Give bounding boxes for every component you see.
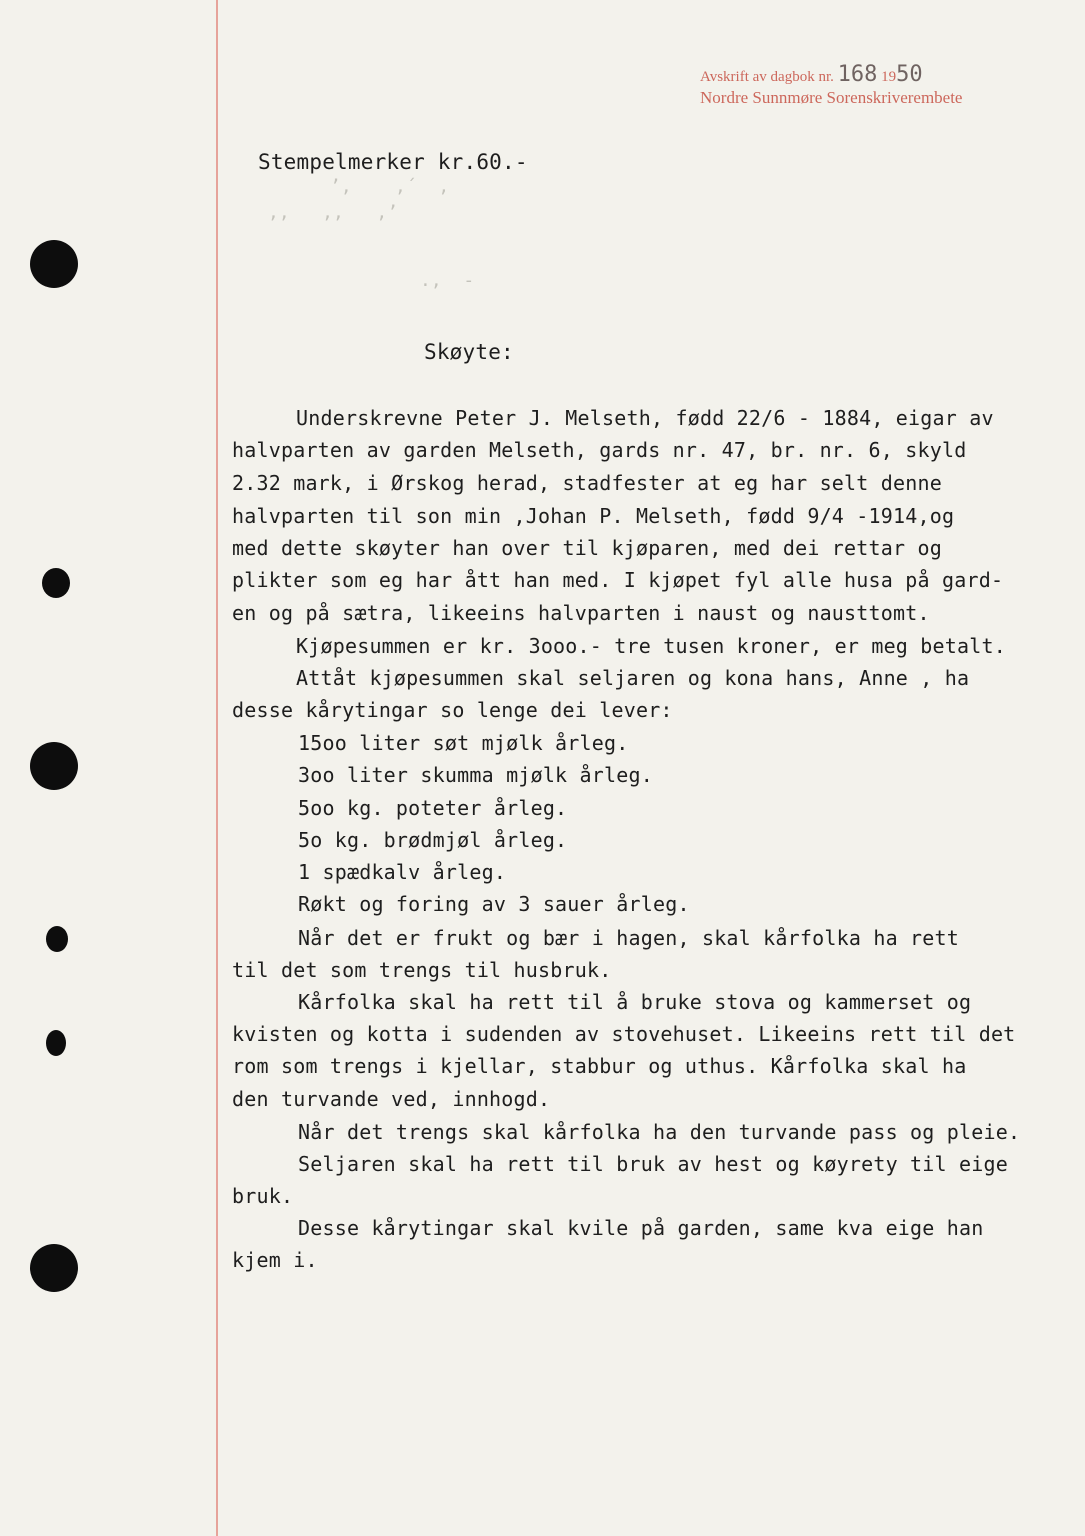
office-stamp-line-1	[700, 62, 923, 87]
office-stamp-line-2: Nordre Sunnmøre Sorenskriverembete	[700, 88, 963, 107]
body-line-27: kjem i.	[232, 1248, 318, 1272]
body-line-2: halvparten av garden Melseth, gards nr. 47, br. nr. 6, skyld	[232, 438, 967, 462]
body-line-12: 3oo liter skumma mjølk årleg.	[298, 763, 653, 787]
body-line-5: med dette skøyter han over til kjøparen, med dei rettar og	[232, 536, 942, 560]
body-line-10: desse kårytingar so lenge dei lever:	[232, 698, 673, 722]
journal-number: 168	[837, 62, 878, 87]
stamp-year-sep: 19	[881, 69, 897, 85]
body-line-13: 5oo kg. poteter årleg.	[298, 796, 568, 820]
body-line-26: Desse kårytingar skal kvile på garden, same kva eige han	[298, 1216, 984, 1240]
punch-hole-3	[30, 742, 78, 790]
body-line-9: Attåt kjøpesummen skal seljaren og kona hans, Anne , ha	[296, 666, 970, 690]
bleed-through-mark: ,, ,, ,’	[268, 202, 399, 223]
document-title: Skøyte:	[424, 340, 514, 364]
body-line-24: Seljaren skal ha rett til bruk av hest og køyrety til eige	[298, 1152, 1008, 1176]
margin-line	[216, 0, 218, 1536]
body-line-7: en og på sætra, likeeins halvparten i naust og nausttomt.	[232, 601, 930, 625]
body-line-17: Når det er frukt og bær i hagen, skal kårfolka ha rett	[298, 926, 960, 950]
bleed-through-mark: ’, ,´ ,	[330, 176, 450, 197]
body-line-6: plikter som eg har ått han med. I kjøpet fyl alle husa på gard-	[232, 568, 1004, 592]
stamp-prefix: Avskrift av dagbok nr.	[700, 69, 834, 85]
body-line-11: 15oo liter søt mjølk årleg.	[298, 731, 629, 755]
body-line-21: rom som trengs i kjellar, stabbur og uthus. Kårfolka skal ha	[232, 1054, 967, 1078]
bleed-through-mark: ., -	[420, 270, 475, 291]
body-line-16: Røkt og foring av 3 sauer årleg.	[298, 892, 690, 916]
punch-hole-4	[46, 926, 68, 952]
body-line-1: Underskrevne Peter J. Melseth, fødd 22/6 - 1884, eigar av	[296, 406, 994, 430]
body-line-23: Når det trengs skal kårfolka ha den turvande pass og pleie.	[298, 1120, 1021, 1144]
punch-hole-2	[42, 568, 70, 598]
body-line-19: Kårfolka skal ha rett til å bruke stova og kammerset og	[298, 990, 972, 1014]
body-line-20: kvisten og kotta i sudenden av stovehuset. Likeeins rett til det	[232, 1022, 1016, 1046]
body-line-4: halvparten til son min ,Johan P. Melseth, fødd 9/4 -1914,og	[232, 504, 955, 528]
stamp-duty-line: Stempelmerker kr.60.-	[258, 150, 528, 174]
punch-hole-1	[30, 240, 78, 288]
body-line-14: 5o kg. brødmjøl årleg.	[298, 828, 568, 852]
stamp-year: 50	[896, 62, 923, 87]
body-line-15: 1 spædkalv årleg.	[298, 860, 507, 884]
punch-hole-5	[46, 1030, 66, 1056]
body-line-3: 2.32 mark, i Ørskog herad, stadfester at eg har selt denne	[232, 471, 942, 495]
body-line-18: til det som trengs til husbruk.	[232, 958, 612, 982]
punch-hole-6	[30, 1244, 78, 1292]
body-line-25: bruk.	[232, 1184, 294, 1208]
body-line-8: Kjøpesummen er kr. 3ooo.- tre tusen kroner, er meg betalt.	[296, 634, 1006, 658]
body-line-22: den turvande ved, innhogd.	[232, 1087, 551, 1111]
